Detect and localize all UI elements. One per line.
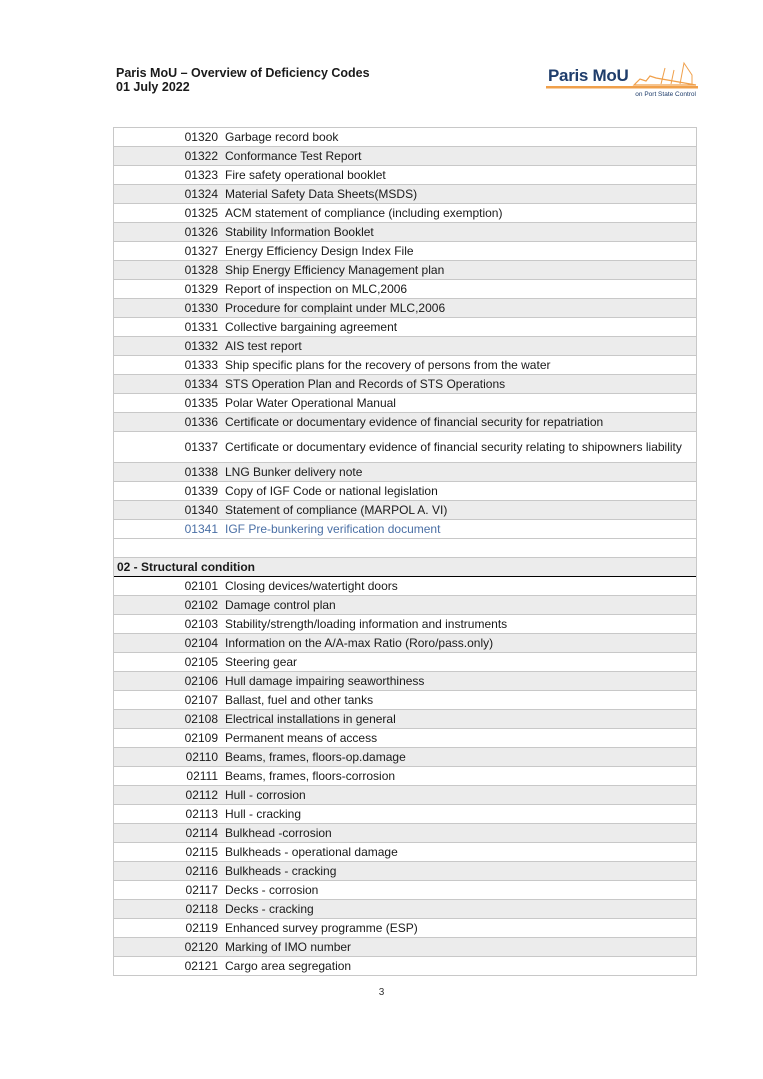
deficiency-code: 01337: [184, 440, 218, 454]
table-row: [114, 938, 696, 957]
deficiency-description: Certificate or documentary evidence of financial security for repatriation: [225, 415, 604, 429]
deficiency-description: Copy of IGF Code or national legislation: [225, 484, 438, 498]
table-row: [114, 242, 696, 261]
document-date: 01 July 2022: [116, 80, 190, 94]
deficiency-code: 01322: [184, 149, 218, 163]
deficiency-code: 01326: [184, 225, 218, 239]
deficiency-code: 02113: [185, 807, 218, 821]
table-row: [114, 957, 696, 976]
table-row: [114, 337, 696, 356]
deficiency-description: Collective bargaining agreement: [225, 320, 398, 334]
table-row: [114, 634, 696, 653]
deficiency-description: Information on the A/A-max Ratio (Roro/pass.only): [225, 636, 494, 650]
table-row: [114, 394, 696, 413]
deficiency-code: 02119: [185, 921, 218, 935]
table-row: [114, 748, 696, 767]
deficiency-description: Marking of IMO number: [225, 940, 352, 954]
deficiency-code: 02114: [185, 826, 218, 840]
deficiency-code: 01324: [184, 187, 218, 201]
deficiency-description: Beams, frames, floors-op.damage: [225, 750, 406, 764]
table-row: [114, 463, 696, 482]
table-row: [114, 577, 696, 596]
deficiency-description: Hull - cracking: [225, 807, 302, 821]
deficiency-code: 01341: [184, 522, 218, 536]
deficiency-code: 02115: [185, 845, 218, 859]
deficiency-code: 01338: [184, 465, 218, 479]
deficiency-description: Cargo area segregation: [225, 959, 352, 973]
deficiency-description: Energy Efficiency Design Index File: [225, 244, 414, 258]
table-row: [114, 653, 696, 672]
table-row: [114, 299, 696, 318]
deficiency-code: 01331: [184, 320, 218, 334]
deficiency-code: 02120: [184, 940, 218, 954]
table-row: [114, 375, 696, 394]
deficiency-description: Procedure for complaint under MLC,2006: [225, 301, 446, 315]
deficiency-code: 01333: [184, 358, 218, 372]
section-heading: 02 - Structural condition: [114, 558, 696, 577]
deficiency-code: 01334: [184, 377, 218, 391]
deficiency-code: 02102: [184, 598, 218, 612]
table-row: [114, 280, 696, 299]
table-row: [114, 185, 696, 204]
deficiency-description: Steering gear: [225, 655, 298, 669]
table-row: [114, 520, 696, 539]
deficiency-codes-table: [113, 127, 697, 976]
deficiency-code: 02101: [184, 579, 218, 593]
table-row: [114, 356, 696, 375]
deficiency-description: Garbage record book: [225, 130, 339, 144]
table-row: [114, 843, 696, 862]
deficiency-code: 02110: [185, 750, 218, 764]
deficiency-code: 02112: [185, 788, 218, 802]
table-row: [114, 615, 696, 634]
deficiency-description: Ballast, fuel and other tanks: [225, 693, 374, 707]
deficiency-code: 02107: [184, 693, 218, 707]
table-row: [114, 691, 696, 710]
table-row: [114, 482, 696, 501]
deficiency-code: 02117: [185, 883, 218, 897]
deficiency-description: Electrical installations in general: [225, 712, 396, 726]
logo-tagline: on Port State Control: [635, 91, 696, 98]
table-row: [114, 223, 696, 242]
deficiency-code: 01320: [184, 130, 218, 144]
table-row: [114, 128, 696, 147]
table-row: [114, 729, 696, 748]
deficiency-description: Decks - cracking: [225, 902, 314, 916]
deficiency-code: 01339: [184, 484, 218, 498]
deficiency-description: Stability Information Booklet: [225, 225, 374, 239]
deficiency-description: Statement of compliance (MARPOL A. VI): [225, 503, 448, 517]
deficiency-code: 01336: [184, 415, 218, 429]
deficiency-code: 01340: [184, 503, 218, 517]
table-row: [114, 261, 696, 280]
deficiency-description: Decks - corrosion: [225, 883, 319, 897]
deficiency-code: 01323: [184, 168, 218, 182]
deficiency-description: Ship specific plans for the recovery of persons from the water: [225, 358, 551, 372]
deficiency-description: Conformance Test Report: [225, 149, 362, 163]
table-row: [114, 805, 696, 824]
deficiency-code: 02111: [186, 769, 218, 783]
table-row: [114, 413, 696, 432]
deficiency-description: Fire safety operational booklet: [225, 168, 386, 182]
deficiency-description: Certificate or documentary evidence of financial security relating to shipowners liability: [225, 440, 682, 454]
table-row: [114, 919, 696, 938]
deficiency-description: Damage control plan: [225, 598, 336, 612]
document-title: Paris MoU – Overview of Deficiency Codes: [116, 66, 370, 80]
deficiency-code: 02106: [184, 674, 218, 688]
deficiency-description: Beams, frames, floors-corrosion: [225, 769, 396, 783]
table-row: [114, 501, 696, 520]
deficiency-description: Permanent means of access: [225, 731, 378, 745]
deficiency-code: 01329: [184, 282, 218, 296]
deficiency-description: Bulkheads - operational damage: [225, 845, 398, 859]
deficiency-code: 02105: [184, 655, 218, 669]
empty-row: [114, 539, 696, 558]
page-number: 3: [378, 987, 385, 998]
deficiency-code: 01332: [184, 339, 218, 353]
deficiency-code: 01327: [184, 244, 218, 258]
deficiency-code: 02103: [184, 617, 218, 631]
deficiency-code: 02104: [184, 636, 218, 650]
deficiency-description: Hull damage impairing seaworthiness: [225, 674, 425, 688]
table-row: [114, 900, 696, 919]
deficiency-code: 01325: [184, 206, 218, 220]
table-row: [114, 147, 696, 166]
deficiency-code: 02116: [185, 864, 218, 878]
document-header: [116, 66, 370, 94]
paris-mou-logo: [546, 60, 698, 102]
table-row: [114, 710, 696, 729]
deficiency-description: ACM statement of compliance (including exemption): [225, 206, 503, 220]
deficiency-description: Report of inspection on MLC,2006: [225, 282, 408, 296]
table-row: [114, 824, 696, 843]
table-row: [114, 596, 696, 615]
table-row: [114, 881, 696, 900]
deficiency-description: Bulkhead -corrosion: [225, 826, 332, 840]
deficiency-description: Stability/strength/loading information and instruments: [225, 617, 508, 631]
deficiency-description: AIS test report: [225, 339, 302, 353]
deficiency-description: Bulkheads - cracking: [225, 864, 337, 878]
deficiency-code: 01330: [184, 301, 218, 315]
table-row: [114, 432, 696, 463]
deficiency-description: Ship Energy Efficiency Management plan: [225, 263, 445, 277]
deficiency-code: 02121: [184, 959, 218, 973]
table-row: [114, 318, 696, 337]
deficiency-code: 02109: [184, 731, 218, 745]
deficiency-description: Enhanced survey programme (ESP): [225, 921, 418, 935]
table-row: [114, 786, 696, 805]
deficiency-code: 02108: [184, 712, 218, 726]
deficiency-description: Polar Water Operational Manual: [225, 396, 396, 410]
table-row: [114, 204, 696, 223]
deficiency-description: Hull - corrosion: [225, 788, 306, 802]
deficiency-description: STS Operation Plan and Records of STS Operations: [225, 377, 506, 391]
deficiency-code: 01328: [184, 263, 218, 277]
deficiency-description: Closing devices/watertight doors: [225, 579, 398, 593]
table-row: [114, 672, 696, 691]
table-row: [114, 862, 696, 881]
deficiency-description: Material Safety Data Sheets(MSDS): [225, 187, 418, 201]
table-row: [114, 767, 696, 786]
table-row: [114, 166, 696, 185]
deficiency-code: 02118: [185, 902, 218, 916]
deficiency-description: LNG Bunker delivery note: [225, 465, 363, 479]
deficiency-code: 01335: [184, 396, 218, 410]
deficiency-description: IGF Pre-bunkering verification document: [225, 522, 441, 536]
logo-name: Paris MoU: [548, 66, 629, 85]
